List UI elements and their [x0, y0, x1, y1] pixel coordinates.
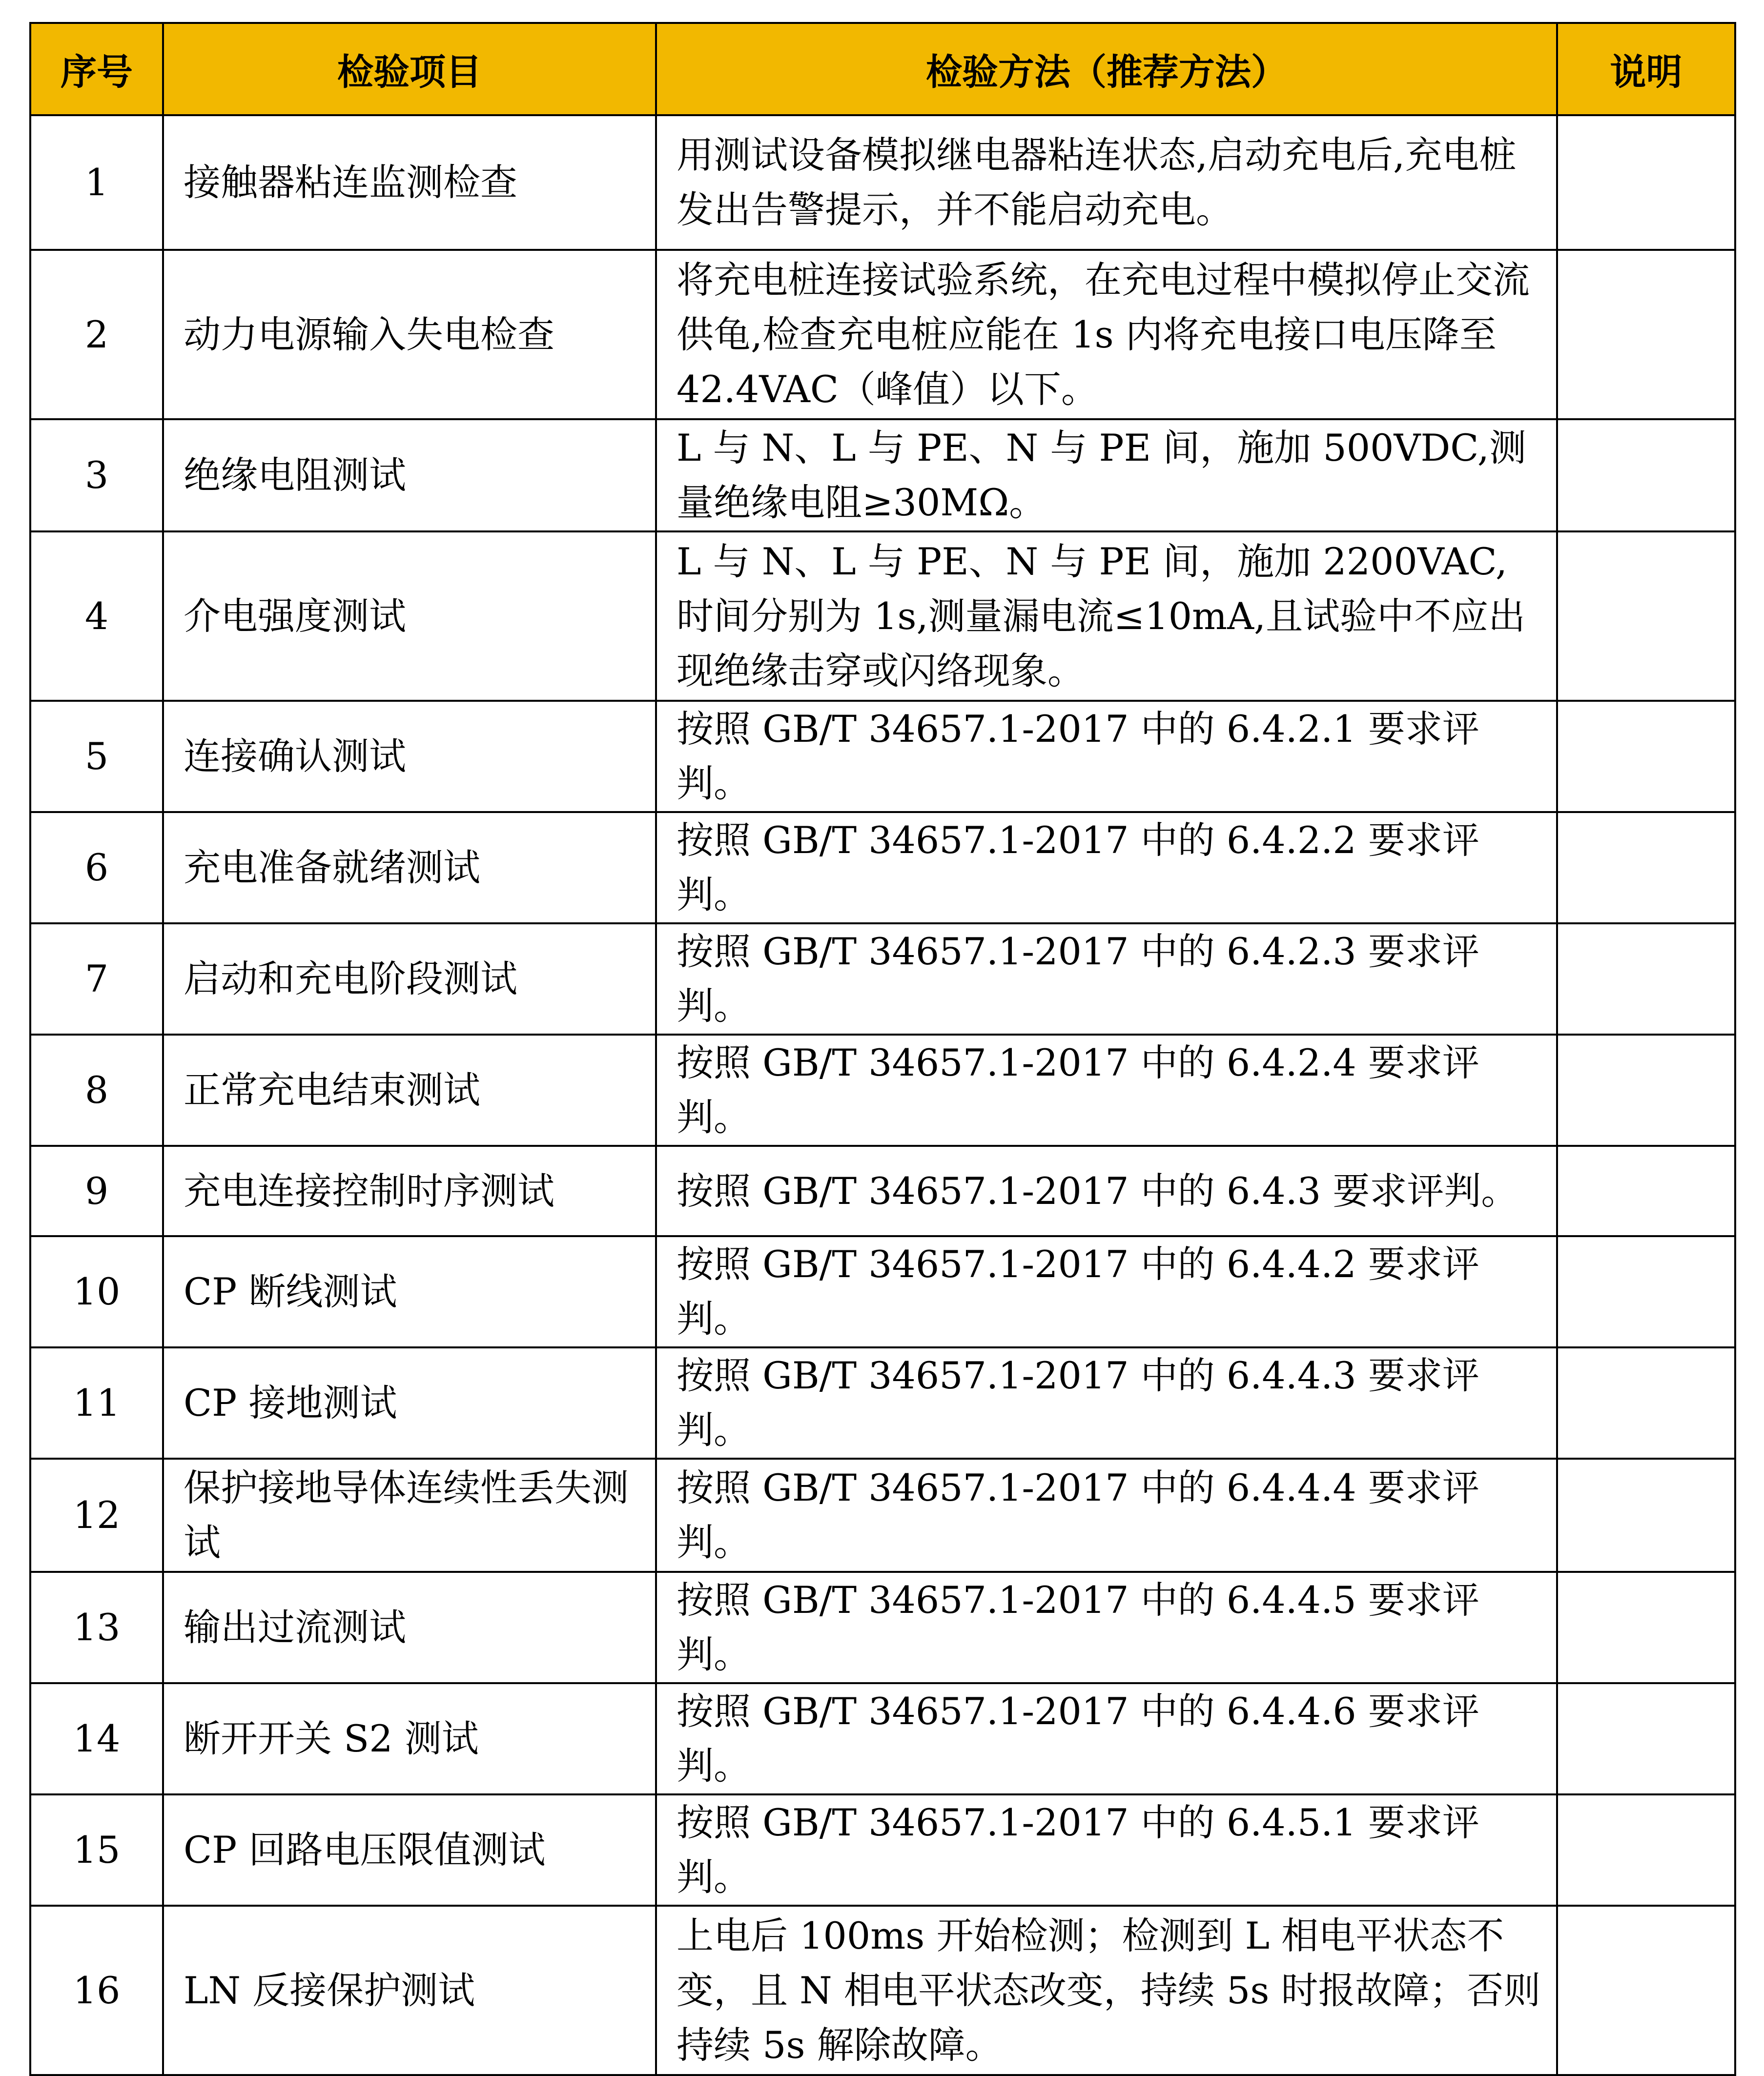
row-method: 按照 GB/T 34657.1-2017 中的 6.4.5.1 要求评判。	[656, 1794, 1557, 1906]
row-number: 8	[30, 1035, 163, 1146]
row-method: 按照 GB/T 34657.1-2017 中的 6.4.4.2 要求评判。	[656, 1236, 1557, 1347]
row-method: 用测试设备模拟继电器粘连状态,启动充电后,充电桩发出告警提示，并不能启动充电。	[656, 115, 1557, 250]
row-method: 按照 GB/T 34657.1-2017 中的 6.4.2.4 要求评判。	[656, 1035, 1557, 1146]
row-note	[1557, 1146, 1735, 1236]
row-note	[1557, 115, 1735, 250]
row-method: L 与 N、L 与 PE、N 与 PE 间，施加 500VDC,测量绝缘电阻≥30MΩ。	[656, 419, 1557, 531]
row-item: LN 反接保护测试	[163, 1906, 656, 2075]
row-item: 输出过流测试	[163, 1572, 656, 1683]
row-item: 断开开关 S2 测试	[163, 1683, 656, 1794]
table-row	[30, 1794, 1735, 1906]
table-row	[30, 1459, 1735, 1572]
row-number: 4	[30, 531, 163, 701]
row-method: 按照 GB/T 34657.1-2017 中的 6.4.4.3 要求评判。	[656, 1347, 1557, 1459]
row-number: 13	[30, 1572, 163, 1683]
table-row	[30, 812, 1735, 923]
row-number: 14	[30, 1683, 163, 1794]
row-method: 按照 GB/T 34657.1-2017 中的 6.4.3 要求评判。	[656, 1146, 1557, 1236]
row-note	[1557, 1572, 1735, 1683]
table-row	[30, 250, 1735, 419]
row-number: 6	[30, 812, 163, 923]
table-row	[30, 1347, 1735, 1459]
row-number: 1	[30, 115, 163, 250]
row-note	[1557, 1906, 1735, 2075]
row-note	[1557, 1459, 1735, 1572]
row-note	[1557, 812, 1735, 923]
row-note	[1557, 923, 1735, 1035]
row-number: 2	[30, 250, 163, 419]
row-note	[1557, 701, 1735, 812]
table-header	[30, 23, 1735, 115]
row-item: CP 断线测试	[163, 1236, 656, 1347]
row-note	[1557, 1794, 1735, 1906]
header-inspection-item: 检验项目	[163, 23, 656, 115]
row-method: L 与 N、L 与 PE、N 与 PE 间，施加 2200VAC,时间分别为 1s,测量漏电流≤10mA,且试验中不应出现绝缘击穿或闪络现象。	[656, 531, 1557, 701]
row-note	[1557, 1035, 1735, 1146]
row-number: 12	[30, 1459, 163, 1572]
table-row	[30, 1035, 1735, 1146]
row-note	[1557, 1236, 1735, 1347]
row-method: 按照 GB/T 34657.1-2017 中的 6.4.4.5 要求评判。	[656, 1572, 1557, 1683]
table-row	[30, 1683, 1735, 1794]
row-number: 15	[30, 1794, 163, 1906]
table-row	[30, 419, 1735, 531]
table-body	[30, 115, 1735, 2075]
table-row	[30, 923, 1735, 1035]
row-item: 绝缘电阻测试	[163, 419, 656, 531]
row-note	[1557, 1683, 1735, 1794]
row-method: 按照 GB/T 34657.1-2017 中的 6.4.2.3 要求评判。	[656, 923, 1557, 1035]
row-item: 介电强度测试	[163, 531, 656, 701]
row-item: 正常充电结束测试	[163, 1035, 656, 1146]
row-item: 保护接地导体连续性丢失测试	[163, 1459, 656, 1572]
row-number: 16	[30, 1906, 163, 2075]
table-row	[30, 1572, 1735, 1683]
row-note	[1557, 250, 1735, 419]
row-number: 7	[30, 923, 163, 1035]
table-row	[30, 701, 1735, 812]
row-item: CP 接地测试	[163, 1347, 656, 1459]
row-note	[1557, 531, 1735, 701]
row-number: 10	[30, 1236, 163, 1347]
row-item: 充电连接控制时序测试	[163, 1146, 656, 1236]
row-method: 上电后 100ms 开始检测；检测到 L 相电平状态不变，且 N 相电平状态改变，持续 5s 时报故障；否则持续 5s 解除故障。	[656, 1906, 1557, 2075]
row-method: 按照 GB/T 34657.1-2017 中的 6.4.2.2 要求评判。	[656, 812, 1557, 923]
row-item: 充电准备就绪测试	[163, 812, 656, 923]
row-note	[1557, 419, 1735, 531]
table-row	[30, 1146, 1735, 1236]
row-method: 按照 GB/T 34657.1-2017 中的 6.4.2.1 要求评判。	[656, 701, 1557, 812]
row-item: 启动和充电阶段测试	[163, 923, 656, 1035]
row-item: 动力电源输入失电检查	[163, 250, 656, 419]
row-item: CP 回路电压限值测试	[163, 1794, 656, 1906]
inspection-table	[29, 22, 1736, 2076]
header-row	[30, 23, 1735, 115]
header-remarks: 说明	[1557, 23, 1735, 115]
table-row	[30, 531, 1735, 701]
header-serial-no: 序号	[30, 23, 163, 115]
header-inspection-method: 检验方法（推荐方法）	[656, 23, 1557, 115]
row-number: 9	[30, 1146, 163, 1236]
row-method: 按照 GB/T 34657.1-2017 中的 6.4.4.4 要求评判。	[656, 1459, 1557, 1572]
row-note	[1557, 1347, 1735, 1459]
row-method: 按照 GB/T 34657.1-2017 中的 6.4.4.6 要求评判。	[656, 1683, 1557, 1794]
table-row	[30, 1236, 1735, 1347]
table-row	[30, 115, 1735, 250]
row-number: 3	[30, 419, 163, 531]
row-number: 5	[30, 701, 163, 812]
row-item: 连接确认测试	[163, 701, 656, 812]
row-number: 11	[30, 1347, 163, 1459]
row-item: 接触器粘连监测检查	[163, 115, 656, 250]
table-row	[30, 1906, 1735, 2075]
row-method: 将充电桩连接试验系统，在充电过程中模拟停止交流供龟,检查充电桩应能在 1s 内将充电接口电压降至 42.4VAC（峰值）以下。	[656, 250, 1557, 419]
